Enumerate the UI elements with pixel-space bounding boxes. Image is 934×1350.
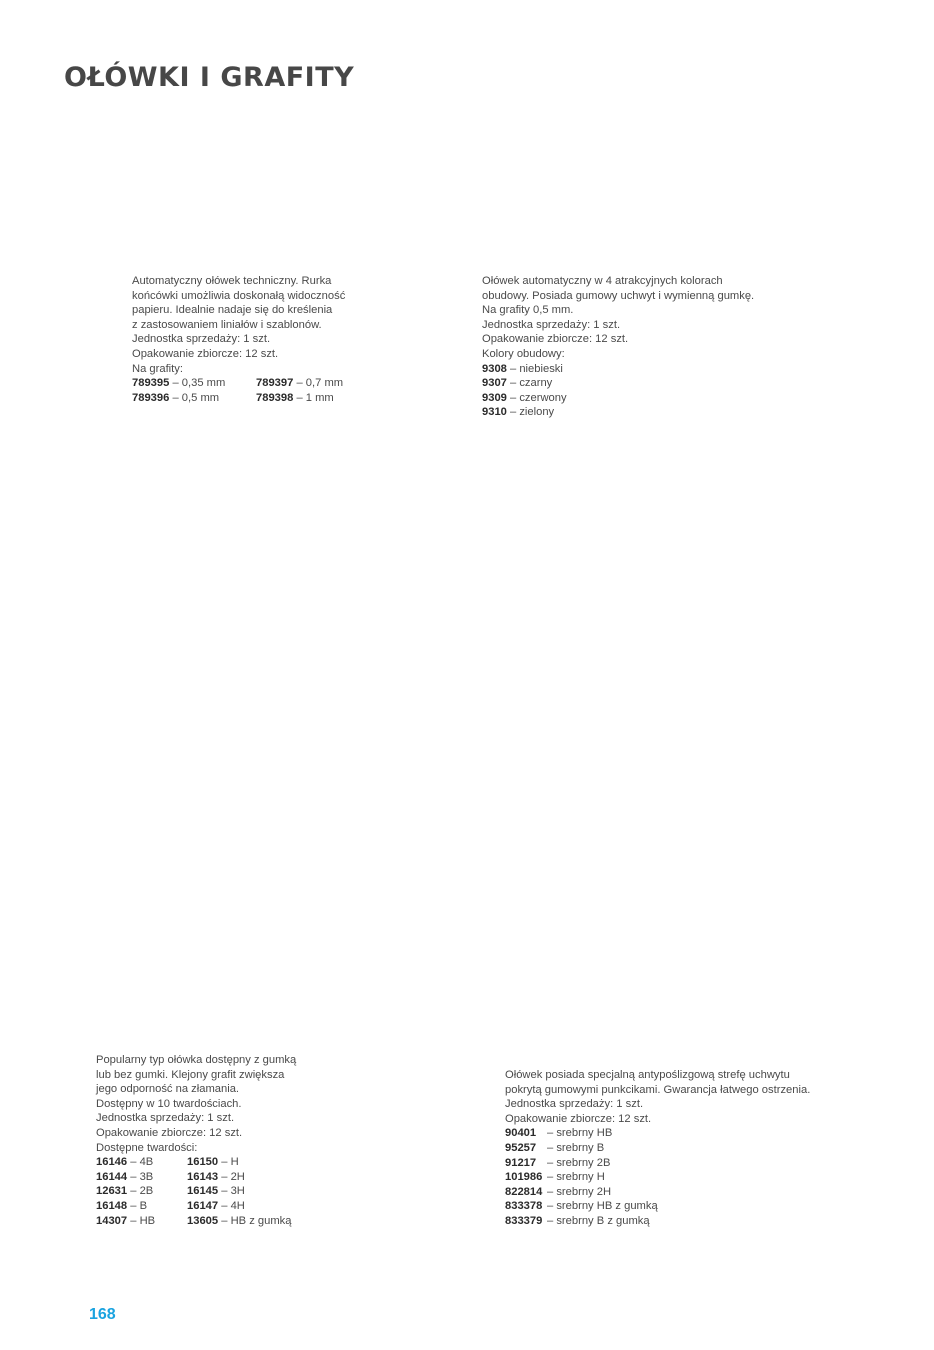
product-desc: – 3H	[218, 1185, 245, 1198]
product-desc: – HB z gumką	[218, 1214, 292, 1227]
description-line: Opakowanie zbiorcze: 12 szt.	[132, 347, 279, 360]
description-line: Na grafity:	[132, 362, 183, 375]
product-desc: – HB	[127, 1214, 156, 1227]
description-line: Ołówek automatyczny w 4 atrakcyjnych kolorach	[482, 275, 723, 287]
hardness-item	[96, 1214, 187, 1229]
product-code: 91217	[505, 1156, 537, 1169]
page-number: 168	[89, 1306, 116, 1323]
product-desc: – 3B	[127, 1170, 154, 1183]
product-code: 833379	[505, 1214, 543, 1227]
product-code: 789395	[132, 377, 170, 390]
description-line: Automatyczny ołówek techniczny. Rurka	[132, 275, 332, 287]
description-line: Jednostka sprzedaży: 1 szt.	[96, 1112, 235, 1125]
color-item	[482, 362, 782, 377]
product-desc: – srebrny B	[547, 1141, 605, 1154]
description-line: obudowy. Posiada gumowy uchwyt i wymienną gumkę.	[482, 289, 755, 302]
product-code: 789396	[132, 391, 170, 404]
product-desc: – srebrny HB z gumką	[547, 1200, 658, 1213]
description-line: końcówki umożliwia doskonałą widoczność	[132, 289, 346, 302]
hardness-item	[187, 1199, 317, 1214]
product-code: 16146	[96, 1156, 128, 1169]
color-item	[482, 405, 782, 420]
description-line: Jednostka sprzedaży: 1 szt.	[132, 333, 271, 346]
hardness-item	[96, 1155, 187, 1170]
hardness-list	[96, 1155, 336, 1228]
hardness-item	[96, 1184, 187, 1199]
refill-item	[132, 376, 256, 391]
refill-item	[256, 391, 366, 406]
product-code: 90401	[505, 1127, 537, 1140]
description-line: papieru. Idealnie nadaje się do kreślenia	[132, 304, 333, 317]
description-line: Opakowanie zbiorcze: 12 szt.	[505, 1112, 652, 1125]
product-desc: – H	[218, 1156, 239, 1169]
page-title: OŁÓWKI I GRAFITY	[64, 62, 355, 93]
product-code: 16147	[187, 1199, 219, 1212]
product-code: 822814	[505, 1185, 543, 1198]
product-code: 16145	[187, 1185, 219, 1198]
product-desc: – 1 mm	[293, 391, 334, 404]
hardness-item	[187, 1170, 317, 1185]
product-desc: – 4H	[218, 1199, 245, 1212]
hardness-item	[96, 1199, 187, 1214]
product-code: 13605	[187, 1214, 219, 1227]
color-item	[482, 391, 782, 406]
product-desc: – niebieski	[506, 362, 563, 375]
product-description-technical-pencil	[132, 274, 372, 405]
hardness-item	[187, 1214, 317, 1229]
product-description-automatic-pencil	[482, 274, 782, 420]
description-line: Kolory obudowy:	[482, 347, 565, 360]
product-code: 95257	[505, 1141, 537, 1154]
product-code: 16150	[187, 1156, 219, 1169]
product-description-antislip-pencil	[505, 1068, 835, 1229]
product-desc: – czerwony	[506, 391, 567, 404]
hardness-item	[187, 1155, 317, 1170]
product-code: 14307	[96, 1214, 128, 1227]
product-code: 833378	[505, 1200, 543, 1213]
product-desc: – 4B	[127, 1156, 154, 1169]
product-desc: – zielony	[506, 406, 555, 419]
product-code: 9308	[482, 362, 507, 375]
description-line: Jednostka sprzedaży: 1 szt.	[505, 1098, 644, 1111]
description-line: Jednostka sprzedaży: 1 szt.	[482, 318, 621, 331]
product-desc: – czarny	[506, 377, 553, 390]
description-line: pokrytą gumowymi punkcikami. Gwarancja łatwego ostrzenia.	[505, 1083, 811, 1096]
product-desc: – 0,7 mm	[293, 377, 344, 390]
product-code: 9310	[482, 406, 507, 419]
product-desc: – 2B	[127, 1185, 154, 1198]
product-code: 16144	[96, 1170, 128, 1183]
description-line: lub bez gumki. Klejony grafit zwiększa	[96, 1068, 285, 1081]
product-code: 9309	[482, 391, 507, 404]
product-desc: – srebrny H	[547, 1171, 605, 1184]
product-code: 9307	[482, 377, 507, 390]
refill-item	[256, 376, 366, 391]
color-item	[482, 376, 782, 391]
description-line: Opakowanie zbiorcze: 12 szt.	[482, 333, 629, 346]
product-desc: – 0,5 mm	[169, 391, 220, 404]
description-line: z zastosowaniem liniałów i szablonów.	[132, 318, 322, 331]
product-code: 16143	[187, 1170, 219, 1183]
description-line: Dostępne twardości:	[96, 1141, 198, 1154]
product-description-graphite-pencil	[96, 1053, 336, 1228]
product-desc: – srebrny 2H	[547, 1185, 612, 1198]
product-desc: – srebrny HB	[547, 1127, 613, 1140]
product-code: 101986	[505, 1171, 543, 1184]
description-line: Dostępny w 10 twardościach.	[96, 1097, 242, 1110]
product-desc: – B	[127, 1199, 148, 1212]
description-line: Opakowanie zbiorcze: 12 szt.	[96, 1126, 243, 1139]
refill-item	[132, 391, 256, 406]
product-code: 789397	[256, 377, 294, 390]
product-desc: – 0,35 mm	[169, 377, 226, 390]
variant-list	[505, 1126, 835, 1228]
product-code: 12631	[96, 1185, 128, 1198]
product-desc: – srebrny 2B	[547, 1156, 611, 1169]
description-line: jego odporność na złamania.	[96, 1083, 240, 1096]
product-desc: – srebrny B z gumką	[547, 1214, 650, 1227]
product-desc: – 2H	[218, 1170, 245, 1183]
hardness-item	[187, 1184, 317, 1199]
description-line: Ołówek posiada specjalną antypoślizgową strefę uchwytu	[505, 1069, 790, 1081]
product-code: 16148	[96, 1199, 128, 1212]
description-line: Na grafity 0,5 mm.	[482, 304, 574, 317]
product-code: 789398	[256, 391, 294, 404]
refill-list	[132, 376, 372, 405]
description-line: Popularny typ ołówka dostępny z gumką	[96, 1054, 297, 1066]
hardness-item	[96, 1170, 187, 1185]
